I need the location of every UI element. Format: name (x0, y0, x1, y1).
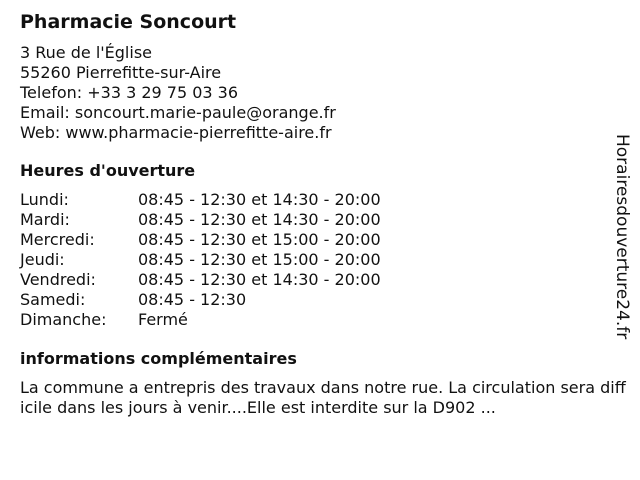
time-range: 08:45 - 12:30 et 15:00 - 20:00 (138, 230, 381, 249)
hours-row-mardi (20, 210, 610, 230)
site-watermark: Horairesdouverture24.fr (612, 134, 632, 340)
hours-row-samedi (20, 290, 610, 310)
pharmacy-name: Pharmacie Soncourt (20, 11, 237, 33)
phone-number[interactable]: Telefon: +33 3 29 75 03 36 (20, 83, 239, 102)
hours-row-dimanche (20, 310, 610, 330)
hours-row-mercredi (20, 230, 610, 250)
contact-block (20, 43, 610, 143)
day-label: Lundi: (20, 190, 69, 209)
day-label: Mercredi: (20, 230, 95, 249)
time-range: Fermé (138, 310, 188, 329)
time-range: 08:45 - 12:30 (138, 290, 247, 309)
hours-table (20, 190, 610, 330)
time-range: 08:45 - 12:30 et 14:30 - 20:00 (138, 190, 381, 209)
info-heading: informations complémentaires (20, 349, 297, 368)
hours-row-lundi (20, 190, 610, 210)
time-range: 08:45 - 12:30 et 14:30 - 20:00 (138, 210, 381, 229)
hours-row-vendredi (20, 270, 610, 290)
address-city: 55260 Pierrefitte-sur-Aire (20, 63, 222, 82)
hours-row-jeudi (20, 250, 610, 270)
hours-heading: Heures d'ouverture (20, 161, 196, 180)
day-label: Vendredi: (20, 270, 96, 289)
day-label: Jeudi: (20, 250, 65, 269)
day-label: Samedi: (20, 290, 86, 309)
time-range: 08:45 - 12:30 et 15:00 - 20:00 (138, 250, 381, 269)
email-address[interactable]: Email: soncourt.marie-paule@orange.fr (20, 103, 336, 122)
time-range: 08:45 - 12:30 et 14:30 - 20:00 (138, 270, 381, 289)
info-text: La commune a entrepris des travaux dans notre rue. La circulation sera difficile dans les jours à venir....Elle est interdite sur la D902 ... (20, 378, 626, 417)
website-link[interactable]: Web: www.pharmacie-pierrefitte-aire.fr (20, 123, 332, 142)
day-label: Dimanche: (20, 310, 107, 329)
address-street: 3 Rue de l'Église (20, 43, 152, 62)
day-label: Mardi: (20, 210, 70, 229)
